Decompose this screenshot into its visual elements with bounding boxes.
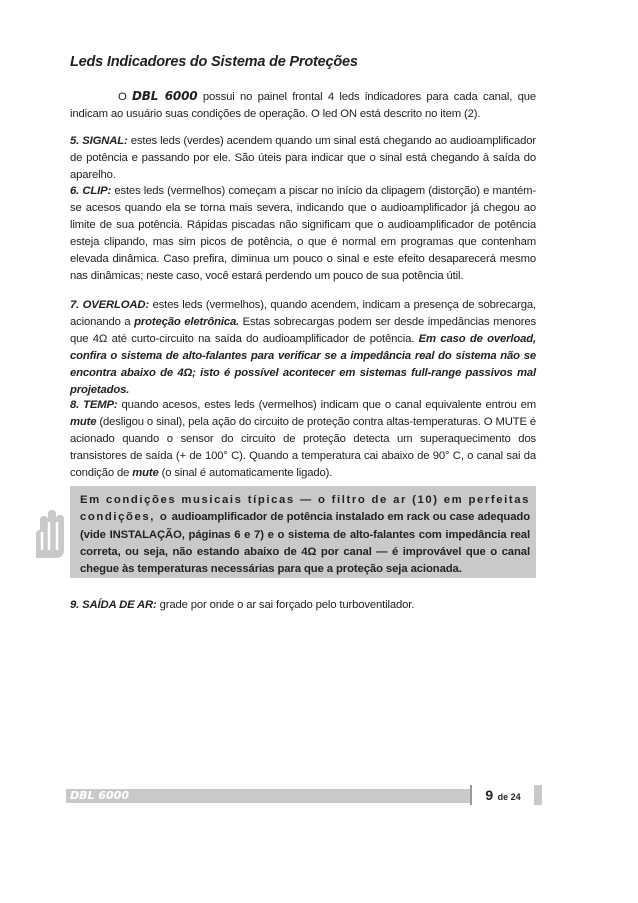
air-heading: 9. SAÍDA DE AR: xyxy=(70,599,157,611)
callout-mid: — o filtro de ar (10) em perfeitas condições, o xyxy=(80,494,530,524)
hand-warning-icon xyxy=(30,510,70,560)
intro-pre: O xyxy=(118,91,132,103)
signal-paragraph xyxy=(70,133,536,184)
page-number: 9 xyxy=(485,787,494,803)
overload-emphasis-2: Em caso de overload, confira o sistema de alto-falantes para verificar se a impedância real do sistema não se encontra abaixo de 4Ω; isto é possível acontecer em sistemas full-range passivos mal projetados. xyxy=(70,333,537,396)
air-text: grade por onde o ar sai forçado pelo turboventilador. xyxy=(156,599,415,611)
footer-model: DBL 6000 xyxy=(70,789,129,802)
callout-rest: audioamplificador de potência instalado em rack ou case adequado (vide INSTALAÇÃO, páginas 6 e 7) e o sistema de alto-falantes com impedância real correta, ou seja, não estando abaixo de 4Ω por canal — é improvável que o canal chegue às temperaturas necessárias para que a proteção seja acionada. xyxy=(80,511,531,576)
callout-text xyxy=(80,492,530,578)
section-title: Leds Indicadores do Sistema de Proteções xyxy=(70,54,358,70)
intro-text: possui no painel frontal 4 leds indicadores para cada canal, que indicam ao usuário suas condições de operação. O led ON está descrito no item (2). xyxy=(70,91,536,120)
callout-lead: Em condições musicais típicas xyxy=(80,494,295,506)
air-paragraph xyxy=(70,597,536,614)
signal-text: estes leds (verdes) acendem quando um sinal está chegando ao audioamplificador de potência e passando por ele. São úteis para indicar que o sinal está chegando à saída do aparelho. xyxy=(70,135,536,181)
temp-text-1: quando acesos, estes leds (vermelhos) indicam que o canal equivalente entrou em xyxy=(117,399,536,411)
mute-term-1: mute xyxy=(70,416,97,428)
overload-heading: 7. OVERLOAD: xyxy=(70,299,150,311)
overload-paragraph xyxy=(70,297,536,399)
clip-paragraph xyxy=(70,183,536,285)
intro-paragraph xyxy=(70,88,536,123)
temp-text-2: (desligou o sinal), pela ação do circuito de proteção contra altas-temperaturas. O MUTE é acionado quando o sensor do circuito de proteção detecta um superaquecimento dos transistores de saída (+ de 100° C). Quando a temperatura cai abaixo de 90° C, o canal sai da condição de xyxy=(70,416,536,479)
overload-text-2: Estas sobrecargas podem ser desde impedâncias menores que 4Ω até curto-circuito na saída do audioamplificador de potência. xyxy=(70,316,536,345)
signal-heading: 5. SIGNAL: xyxy=(70,135,128,147)
temp-text-3: (o sinal é automaticamente ligado). xyxy=(158,467,333,479)
mute-term-2: mute xyxy=(132,467,159,479)
temp-heading: 8. TEMP: xyxy=(70,399,118,411)
temp-paragraph xyxy=(70,397,536,482)
page-total: de 24 xyxy=(497,792,521,802)
callout-box xyxy=(70,486,536,578)
overload-emphasis-1: proteção eletrônica. xyxy=(134,316,240,328)
overload-text-1: estes leds (vermelhos), quando acendem, indicam a presença de sobrecarga, acionando a xyxy=(70,299,537,328)
brand-name: DBL 6000 xyxy=(132,89,198,103)
clip-heading: 6. CLIP: xyxy=(70,185,112,197)
clip-text: estes leds (vermelhos) começam a piscar no início da clipagem (distorção) e mantém-se acesos quando ela se torna mais severa, indicando que o audioamplificador já chegou ao limite de sua potência. Rápidas piscadas não significam que o audioamplificador de potência esteja clipando, mas sim picos de potência, o que é normal em programas que contenham elevada dinâmica. Caso prefira, diminua um pouco o sinal e este efeito desaparecerá mesmo nas dinâmicas; neste caso, você estará perdendo um pouco de sua potência útil. xyxy=(70,185,536,282)
page-number-box xyxy=(470,785,542,805)
